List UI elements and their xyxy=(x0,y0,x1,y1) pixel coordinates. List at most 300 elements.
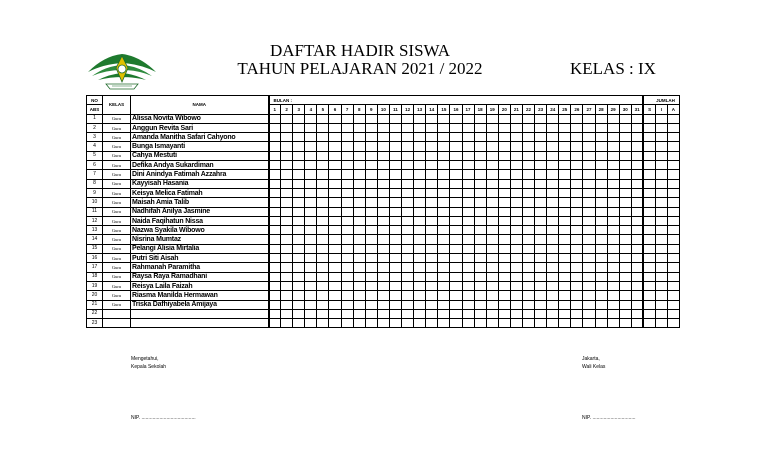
attendance-cell xyxy=(365,198,377,207)
attendance-cell xyxy=(510,142,522,151)
attendance-cell xyxy=(486,151,498,160)
attendance-cell xyxy=(559,207,571,216)
jumlah-cell xyxy=(655,309,667,318)
attendance-cell xyxy=(438,114,450,123)
jumlah-cell xyxy=(655,161,667,170)
attendance-cell xyxy=(305,309,317,318)
attendance-cell xyxy=(486,179,498,188)
attendance-cell xyxy=(559,198,571,207)
attendance-cell xyxy=(547,281,559,290)
attendance-cell xyxy=(522,263,534,272)
attendance-cell xyxy=(402,170,414,179)
row-kelas: Guru xyxy=(103,170,131,179)
jumlah-cell xyxy=(667,263,679,272)
attendance-cell xyxy=(293,216,305,225)
attendance-cell xyxy=(438,188,450,197)
attendance-cell xyxy=(595,291,607,300)
attendance-cell xyxy=(281,123,293,132)
attendance-cell xyxy=(365,123,377,132)
attendance-cell xyxy=(414,114,426,123)
attendance-cell xyxy=(595,142,607,151)
attendance-cell xyxy=(631,133,643,142)
jumlah-cell xyxy=(667,179,679,188)
attendance-cell xyxy=(619,161,631,170)
attendance-cell xyxy=(522,142,534,151)
attendance-cell xyxy=(607,179,619,188)
attendance-cell xyxy=(317,319,329,328)
day-header: 28 xyxy=(595,105,607,114)
attendance-cell xyxy=(317,309,329,318)
attendance-cell xyxy=(474,291,486,300)
attendance-cell xyxy=(317,226,329,235)
attendance-cell xyxy=(329,198,341,207)
jumlah-cell xyxy=(643,281,655,290)
attendance-cell xyxy=(522,226,534,235)
attendance-cell xyxy=(486,226,498,235)
row-number: 14 xyxy=(87,235,103,244)
col-kelas-header: KELAS xyxy=(103,96,131,115)
attendance-cell xyxy=(583,272,595,281)
attendance-cell xyxy=(414,198,426,207)
attendance-cell xyxy=(305,161,317,170)
signature-left xyxy=(131,355,166,371)
attendance-cell xyxy=(595,161,607,170)
attendance-cell xyxy=(305,216,317,225)
attendance-cell xyxy=(329,179,341,188)
attendance-cell xyxy=(522,244,534,253)
attendance-cell xyxy=(486,216,498,225)
attendance-cell xyxy=(329,170,341,179)
attendance-cell xyxy=(293,188,305,197)
row-nama: Riasma Manilda Hermawan xyxy=(131,291,269,300)
jumlah-cell xyxy=(667,216,679,225)
attendance-cell xyxy=(583,198,595,207)
attendance-cell xyxy=(426,226,438,235)
attendance-cell xyxy=(631,281,643,290)
attendance-cell xyxy=(414,216,426,225)
attendance-cell xyxy=(559,133,571,142)
attendance-cell xyxy=(293,272,305,281)
attendance-cell xyxy=(535,188,547,197)
jumlah-cell xyxy=(655,319,667,328)
attendance-cell xyxy=(474,207,486,216)
attendance-cell xyxy=(619,142,631,151)
row-nama: Keisya Melica Fatimah xyxy=(131,188,269,197)
attendance-cell xyxy=(281,216,293,225)
day-header: 25 xyxy=(559,105,571,114)
attendance-cell xyxy=(462,309,474,318)
attendance-cell xyxy=(510,133,522,142)
attendance-cell xyxy=(619,291,631,300)
attendance-cell xyxy=(329,226,341,235)
attendance-cell xyxy=(498,216,510,225)
attendance-cell xyxy=(365,179,377,188)
attendance-cell xyxy=(341,216,353,225)
attendance-cell xyxy=(474,244,486,253)
attendance-cell xyxy=(329,263,341,272)
day-header: 3 xyxy=(293,105,305,114)
attendance-cell xyxy=(571,114,583,123)
jumlah-cell xyxy=(667,198,679,207)
attendance-cell xyxy=(583,263,595,272)
school-logo xyxy=(86,50,158,92)
attendance-cell xyxy=(631,170,643,179)
jumlah-cell xyxy=(667,235,679,244)
attendance-cell xyxy=(353,319,365,328)
attendance-cell xyxy=(474,170,486,179)
attendance-cell xyxy=(341,235,353,244)
attendance-cell xyxy=(498,151,510,160)
attendance-cell xyxy=(510,291,522,300)
attendance-cell xyxy=(559,188,571,197)
table-row xyxy=(87,170,680,179)
attendance-cell xyxy=(305,235,317,244)
row-nama xyxy=(131,309,269,318)
attendance-cell xyxy=(329,188,341,197)
attendance-cell xyxy=(559,263,571,272)
attendance-cell xyxy=(365,272,377,281)
attendance-cell xyxy=(559,244,571,253)
attendance-cell xyxy=(631,151,643,160)
row-number: 11 xyxy=(87,207,103,216)
attendance-cell xyxy=(474,319,486,328)
attendance-cell xyxy=(522,235,534,244)
attendance-cell xyxy=(607,216,619,225)
attendance-cell xyxy=(559,170,571,179)
attendance-cell xyxy=(535,235,547,244)
attendance-cell xyxy=(281,244,293,253)
attendance-cell xyxy=(329,309,341,318)
attendance-cell xyxy=(293,263,305,272)
attendance-cell xyxy=(510,188,522,197)
attendance-cell xyxy=(631,114,643,123)
attendance-cell xyxy=(305,151,317,160)
attendance-cell xyxy=(377,216,389,225)
attendance-cell xyxy=(365,114,377,123)
attendance-cell xyxy=(450,226,462,235)
day-header: 4 xyxy=(305,105,317,114)
attendance-cell xyxy=(474,263,486,272)
jumlah-cell xyxy=(667,161,679,170)
attendance-cell xyxy=(269,254,281,263)
jumlah-cell xyxy=(667,254,679,263)
attendance-cell xyxy=(631,300,643,309)
attendance-cell xyxy=(377,263,389,272)
attendance-cell xyxy=(281,254,293,263)
table-row xyxy=(87,263,680,272)
row-nama: Anggun Revita Sari xyxy=(131,123,269,132)
attendance-cell xyxy=(438,319,450,328)
table-row xyxy=(87,207,680,216)
attendance-cell xyxy=(426,142,438,151)
jumlah-cell xyxy=(643,272,655,281)
row-kelas: Guru xyxy=(103,123,131,132)
row-kelas: Guru xyxy=(103,151,131,160)
attendance-cell xyxy=(535,179,547,188)
attendance-cell xyxy=(426,309,438,318)
attendance-cell xyxy=(510,235,522,244)
attendance-cell xyxy=(305,291,317,300)
row-nama: Maisah Amia Talib xyxy=(131,198,269,207)
attendance-cell xyxy=(414,309,426,318)
attendance-cell xyxy=(365,309,377,318)
attendance-cell xyxy=(450,291,462,300)
jumlah-cell xyxy=(667,244,679,253)
table-row xyxy=(87,235,680,244)
attendance-cell xyxy=(353,244,365,253)
attendance-cell xyxy=(402,161,414,170)
attendance-cell xyxy=(305,142,317,151)
day-header: 31 xyxy=(631,105,643,114)
attendance-cell xyxy=(462,263,474,272)
attendance-cell xyxy=(353,133,365,142)
attendance-cell xyxy=(293,235,305,244)
attendance-cell xyxy=(631,142,643,151)
jumlah-cell xyxy=(667,188,679,197)
jumlah-cell xyxy=(643,263,655,272)
jumlah-cell xyxy=(667,114,679,123)
attendance-cell xyxy=(462,319,474,328)
attendance-cell xyxy=(535,151,547,160)
table-row xyxy=(87,216,680,225)
row-number: 6 xyxy=(87,161,103,170)
attendance-cell xyxy=(426,123,438,132)
attendance-cell xyxy=(402,114,414,123)
attendance-cell xyxy=(305,198,317,207)
attendance-cell xyxy=(293,133,305,142)
attendance-cell xyxy=(486,244,498,253)
col-nama-header: NAMA xyxy=(131,96,269,115)
attendance-cell xyxy=(631,244,643,253)
jumlah-cell xyxy=(667,226,679,235)
attendance-cell xyxy=(281,309,293,318)
attendance-cell xyxy=(583,309,595,318)
attendance-cell xyxy=(269,263,281,272)
attendance-cell xyxy=(498,226,510,235)
attendance-cell xyxy=(353,179,365,188)
attendance-cell xyxy=(619,151,631,160)
attendance-cell xyxy=(571,179,583,188)
attendance-cell xyxy=(341,291,353,300)
attendance-cell xyxy=(377,254,389,263)
attendance-cell xyxy=(305,300,317,309)
attendance-cell xyxy=(281,133,293,142)
attendance-cell xyxy=(510,263,522,272)
attendance-cell xyxy=(547,300,559,309)
row-kelas: Guru xyxy=(103,188,131,197)
row-nama: Nadhifah Anilya Jasmine xyxy=(131,207,269,216)
attendance-cell xyxy=(474,309,486,318)
attendance-cell xyxy=(341,207,353,216)
attendance-cell xyxy=(377,198,389,207)
attendance-cell xyxy=(547,188,559,197)
attendance-cell xyxy=(619,170,631,179)
attendance-cell xyxy=(450,309,462,318)
attendance-cell xyxy=(619,114,631,123)
attendance-cell xyxy=(522,170,534,179)
attendance-cell xyxy=(426,291,438,300)
day-header: 22 xyxy=(522,105,534,114)
attendance-cell xyxy=(571,170,583,179)
attendance-cell xyxy=(414,272,426,281)
signature-right-nip: NIP. ............................... xyxy=(582,415,636,421)
attendance-cell xyxy=(426,161,438,170)
col-bulan-header: BULAN : xyxy=(269,96,644,105)
signature-left-nip: NIP. ....................................... xyxy=(131,415,196,421)
attendance-cell xyxy=(547,123,559,132)
attendance-cell xyxy=(462,226,474,235)
attendance-cell xyxy=(631,272,643,281)
attendance-cell xyxy=(535,216,547,225)
attendance-cell xyxy=(341,142,353,151)
attendance-cell xyxy=(341,244,353,253)
jumlah-cell xyxy=(643,133,655,142)
row-number: 15 xyxy=(87,244,103,253)
attendance-cell xyxy=(329,207,341,216)
attendance-cell xyxy=(329,123,341,132)
row-nama: Defika Andya Sukardiman xyxy=(131,161,269,170)
attendance-cell xyxy=(377,133,389,142)
attendance-cell xyxy=(389,272,401,281)
row-nama: Reisya Laila Faizah xyxy=(131,281,269,290)
attendance-cell xyxy=(498,114,510,123)
table-row xyxy=(87,198,680,207)
attendance-cell xyxy=(486,123,498,132)
table-row xyxy=(87,300,680,309)
attendance-cell xyxy=(498,161,510,170)
attendance-cell xyxy=(329,114,341,123)
attendance-cell xyxy=(474,151,486,160)
attendance-cell xyxy=(414,244,426,253)
row-number: 8 xyxy=(87,179,103,188)
attendance-cell xyxy=(281,170,293,179)
attendance-cell xyxy=(535,123,547,132)
row-nama xyxy=(131,319,269,328)
row-nama: Amanda Manitha Safari Cahyono xyxy=(131,133,269,142)
attendance-cell xyxy=(269,216,281,225)
attendance-cell xyxy=(389,300,401,309)
attendance-cell xyxy=(583,133,595,142)
attendance-cell xyxy=(583,114,595,123)
attendance-cell xyxy=(389,161,401,170)
attendance-cell xyxy=(498,263,510,272)
attendance-cell xyxy=(559,142,571,151)
attendance-cell xyxy=(269,207,281,216)
attendance-cell xyxy=(607,207,619,216)
attendance-cell xyxy=(522,207,534,216)
attendance-cell xyxy=(305,170,317,179)
attendance-cell xyxy=(353,216,365,225)
attendance-cell xyxy=(389,170,401,179)
attendance-cell xyxy=(498,198,510,207)
row-nama: Naida Faqihatun Nissa xyxy=(131,216,269,225)
day-header: 26 xyxy=(571,105,583,114)
row-kelas: Guru xyxy=(103,263,131,272)
attendance-table xyxy=(86,95,680,328)
jumlah-cell xyxy=(643,114,655,123)
row-kelas: Guru xyxy=(103,198,131,207)
attendance-cell xyxy=(293,300,305,309)
attendance-cell xyxy=(474,179,486,188)
attendance-cell xyxy=(414,133,426,142)
attendance-cell xyxy=(535,309,547,318)
jumlah-cell xyxy=(655,151,667,160)
jumlah-cell xyxy=(643,170,655,179)
attendance-cell xyxy=(607,198,619,207)
row-number: 5 xyxy=(87,151,103,160)
attendance-cell xyxy=(498,142,510,151)
attendance-cell xyxy=(547,198,559,207)
attendance-cell xyxy=(462,281,474,290)
row-kelas: Guru xyxy=(103,244,131,253)
attendance-cell xyxy=(438,151,450,160)
row-kelas: Guru xyxy=(103,272,131,281)
attendance-cell xyxy=(583,226,595,235)
attendance-cell xyxy=(631,216,643,225)
attendance-cell xyxy=(522,272,534,281)
attendance-cell xyxy=(402,207,414,216)
attendance-cell xyxy=(281,142,293,151)
attendance-cell xyxy=(329,235,341,244)
attendance-cell xyxy=(619,226,631,235)
attendance-cell xyxy=(498,170,510,179)
attendance-cell xyxy=(486,188,498,197)
attendance-cell xyxy=(486,254,498,263)
attendance-cell xyxy=(510,300,522,309)
attendance-cell xyxy=(402,263,414,272)
attendance-cell xyxy=(474,235,486,244)
attendance-cell xyxy=(317,272,329,281)
jumlah-cell xyxy=(667,272,679,281)
attendance-cell xyxy=(329,161,341,170)
attendance-cell xyxy=(510,226,522,235)
attendance-cell xyxy=(269,142,281,151)
attendance-cell xyxy=(365,226,377,235)
attendance-cell xyxy=(353,235,365,244)
day-header: 15 xyxy=(438,105,450,114)
jumlah-cell xyxy=(643,179,655,188)
attendance-cell xyxy=(293,151,305,160)
attendance-cell xyxy=(402,226,414,235)
attendance-cell xyxy=(522,114,534,123)
attendance-cell xyxy=(426,207,438,216)
attendance-cell xyxy=(498,123,510,132)
attendance-cell xyxy=(486,114,498,123)
attendance-cell xyxy=(341,161,353,170)
attendance-cell xyxy=(329,319,341,328)
jumlah-cell xyxy=(655,207,667,216)
attendance-cell xyxy=(522,179,534,188)
row-kelas: Guru xyxy=(103,179,131,188)
attendance-cell xyxy=(510,281,522,290)
row-nama: Pelangi Alisia Mirtalia xyxy=(131,244,269,253)
day-header: 7 xyxy=(341,105,353,114)
attendance-cell xyxy=(522,188,534,197)
attendance-cell xyxy=(547,142,559,151)
col-abs-header: ABS xyxy=(87,105,103,114)
attendance-cell xyxy=(583,142,595,151)
signature-left-line2: Kepala Sekolah xyxy=(131,364,167,370)
attendance-cell xyxy=(402,216,414,225)
attendance-cell xyxy=(522,123,534,132)
attendance-cell xyxy=(341,151,353,160)
attendance-cell xyxy=(547,309,559,318)
attendance-cell xyxy=(389,309,401,318)
attendance-cell xyxy=(486,207,498,216)
attendance-cell xyxy=(462,151,474,160)
row-number: 17 xyxy=(87,263,103,272)
attendance-cell xyxy=(438,179,450,188)
